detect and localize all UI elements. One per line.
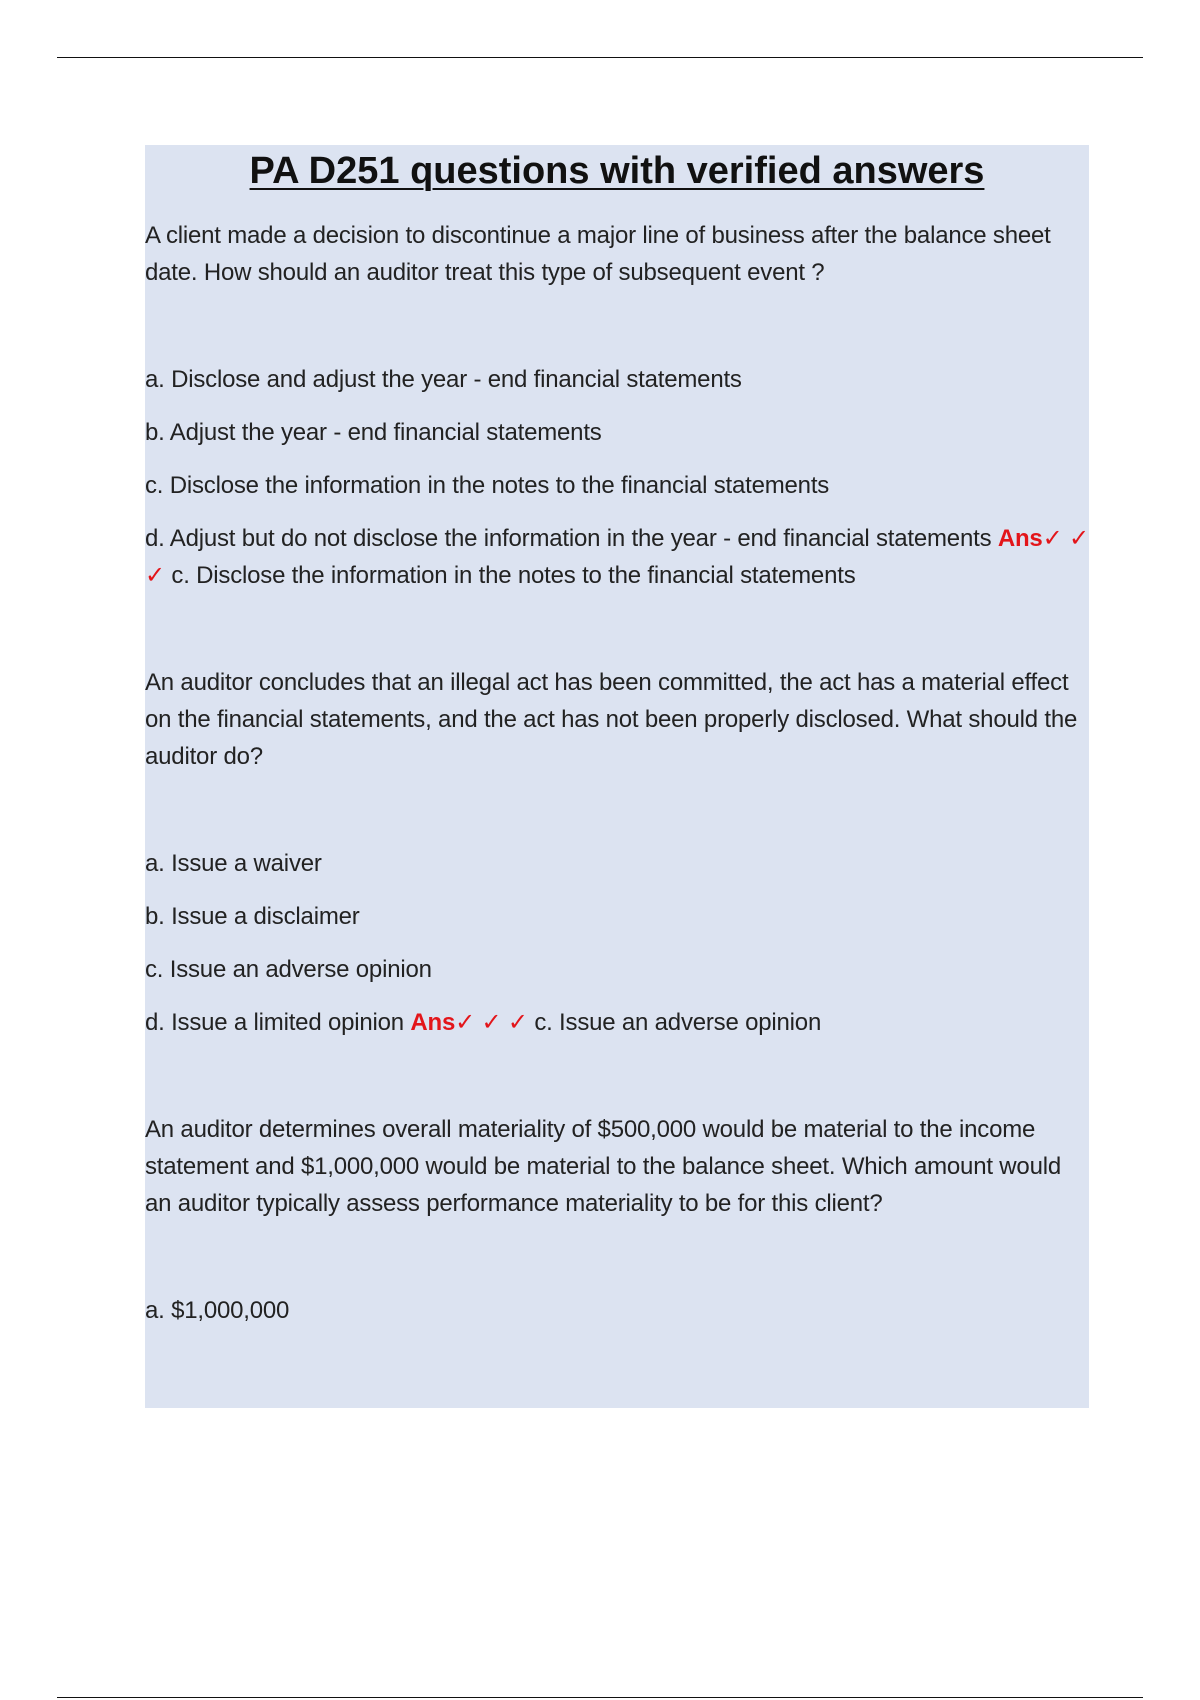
answer-option: c. Issue an adverse opinion: [145, 955, 432, 983]
answer-option-with-answer: [145, 520, 1089, 594]
checkmark-icon: ✓ ✓ ✓: [145, 524, 1089, 589]
answer-option: a. Disclose and adjust the year - end financial statements: [145, 365, 742, 393]
spacer: [145, 1041, 1089, 1111]
answer-option-with-answer: [145, 1004, 1089, 1041]
answer-option: a. $1,000,000: [145, 1296, 290, 1324]
question-text: A client made a decision to discontinue a major line of business after the balance sheet date. How should an auditor treat this type of subsequent event ?: [145, 221, 1051, 286]
answer-option: d. Issue a limited opinion: [145, 1008, 404, 1036]
question-text: An auditor determines overall materiality of $500,000 would be material to the income statement and $1,000,000 would be material to the balance sheet. Which amount would an auditor typically assess performance materiality to be for this client?: [145, 1115, 1061, 1217]
answer-marker: Ans: [997, 524, 1043, 552]
answer-option: b. Adjust the year - end financial statements: [145, 418, 602, 446]
checkmark-icon: ✓ ✓ ✓: [455, 1008, 528, 1036]
spacer: [145, 594, 1089, 664]
spacer: [145, 1222, 1089, 1292]
correct-answer: c. Issue an adverse opinion: [534, 1008, 822, 1036]
answer-option: c. Disclose the information in the notes to the financial statements: [145, 471, 830, 499]
answer-marker: Ans: [410, 1008, 456, 1036]
question-text: An auditor concludes that an illegal act has been committed, the act has a material effect on the financial statements, and the act has not been properly disclosed. What should the auditor do?: [145, 668, 1078, 770]
answer-option: d. Adjust but do not disclose the information in the year - end financial statements: [145, 524, 992, 552]
header-rule: [57, 57, 1143, 58]
answer-option: b. Issue a disclaimer: [145, 902, 360, 930]
answer-option: a. Issue a waiver: [145, 849, 322, 877]
spacer: [145, 775, 1089, 845]
spacer: [145, 291, 1089, 361]
document-body: [145, 145, 1089, 1408]
correct-answer: c. Disclose the information in the notes to the financial statements: [171, 561, 856, 589]
document-title: PA D251 questions with verified answers: [249, 150, 985, 192]
footer-rule: [57, 1697, 1143, 1698]
